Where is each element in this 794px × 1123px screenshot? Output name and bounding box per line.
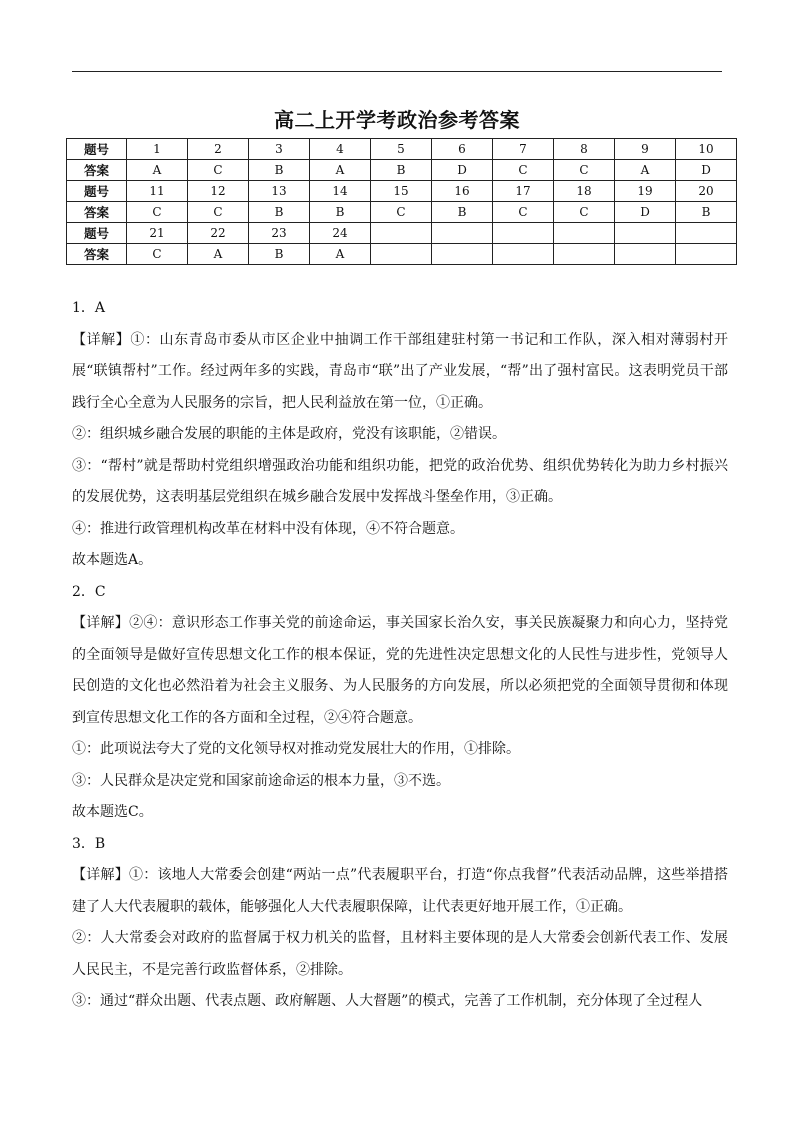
table-cell: 7 bbox=[493, 139, 554, 160]
table-cell: C bbox=[554, 202, 615, 223]
row-label: 题号 bbox=[67, 223, 127, 244]
table-cell: A bbox=[188, 244, 249, 265]
conclusion-line: 故本题选A。 bbox=[72, 552, 153, 568]
table-row bbox=[67, 244, 737, 265]
table-cell: 22 bbox=[188, 223, 249, 244]
page-title: 高二上开学考政治参考答案 bbox=[274, 108, 520, 132]
table-cell: 5 bbox=[371, 139, 432, 160]
explanation-paragraph: 【详解】①：该地人大常委会创建“两站一点”代表履职平台，打造“你点我督”代表活动品牌，这些举措搭建了人大代表履职的载体，能够强化人大代表履职保障，让代表更好地开展工作，①正确。 bbox=[72, 867, 728, 915]
table-cell: 15 bbox=[371, 181, 432, 202]
table-row bbox=[67, 139, 737, 160]
table-cell bbox=[554, 223, 615, 244]
table-cell bbox=[493, 223, 554, 244]
table-cell: D bbox=[615, 202, 676, 223]
explanation-paragraph: ①：此项说法夸大了党的文化领导权对推动党发展壮大的作用，①排除。 bbox=[72, 741, 520, 757]
question-number: 1．A bbox=[72, 300, 106, 316]
table-cell: 9 bbox=[615, 139, 676, 160]
explanation-paragraph: ③：通过“群众出题、代表点题、政府解题、人大督题”的模式，完善了工作机制，充分体现了全过程人 bbox=[72, 993, 703, 1009]
explanation-paragraph: 【详解】②④：意识形态工作事关党的前途命运，事关国家长治久安，事关民族凝聚力和向心力，坚持党的全面领导是做好宣传思想文化工作的根本保证，党的先进性决定思想文化的人民性与进步性，党领导人民创造的文化也必然沿着为社会主义服务、为人民服务的方向发展，所以必须把党的全面领导贯彻和体现到宣传思想文化工作的各方面和全过程，②④符合题意。 bbox=[72, 615, 728, 726]
row-label: 答案 bbox=[67, 202, 127, 223]
table-cell: 6 bbox=[432, 139, 493, 160]
table-cell bbox=[432, 223, 493, 244]
answer-explanations bbox=[72, 293, 728, 1018]
table-cell: C bbox=[371, 202, 432, 223]
row-label: 题号 bbox=[67, 181, 127, 202]
table-cell bbox=[615, 244, 676, 265]
table-cell: 10 bbox=[676, 139, 737, 160]
table-cell: C bbox=[188, 202, 249, 223]
table-cell: 8 bbox=[554, 139, 615, 160]
explanation-paragraph: ③：人民群众是决定党和国家前途命运的根本力量，③不选。 bbox=[72, 772, 450, 789]
table-row bbox=[67, 223, 737, 244]
table-cell: B bbox=[371, 160, 432, 181]
table-row bbox=[67, 181, 737, 202]
explanation-paragraph: 【详解】①：山东青岛市委从市区企业中抽调工作干部组建驻村第一书记和工作队，深入相对薄弱村开展“联镇帮村”工作。经过两年多的实践，青岛市“联”出了产业发展，“帮”出了强村富民。这表明党员干部践行全心全意为人民服务的宗旨，把人民利益放在第一位，①正确。 bbox=[72, 331, 728, 411]
table-cell: 3 bbox=[249, 139, 310, 160]
answer-table bbox=[66, 138, 737, 265]
table-cell bbox=[432, 244, 493, 265]
row-label: 答案 bbox=[67, 244, 127, 265]
table-cell bbox=[493, 244, 554, 265]
table-cell bbox=[371, 223, 432, 244]
table-cell: 20 bbox=[676, 181, 737, 202]
table-cell: B bbox=[676, 202, 737, 223]
explanation-paragraph: ②：组织城乡融合发展的职能的主体是政府，党没有该职能，②错误。 bbox=[72, 426, 506, 442]
table-cell: 21 bbox=[127, 223, 188, 244]
table-cell: A bbox=[127, 160, 188, 181]
table-cell: 4 bbox=[310, 139, 371, 160]
table-cell: 12 bbox=[188, 181, 249, 202]
question-number: 2．C bbox=[72, 583, 106, 600]
table-cell: 13 bbox=[249, 181, 310, 202]
table-cell: 11 bbox=[127, 181, 188, 202]
table-cell bbox=[676, 244, 737, 265]
table-cell: 1 bbox=[127, 139, 188, 160]
explanation-paragraph: ②：人大常委会对政府的监督属于权力机关的监督，且材料主要体现的是人大常委会创新代表工作、发展人民民主，不是完善行政监督体系，②排除。 bbox=[72, 930, 728, 978]
table-cell: D bbox=[676, 160, 737, 181]
conclusion-line: 故本题选C。 bbox=[72, 804, 153, 820]
table-cell: 14 bbox=[310, 181, 371, 202]
table-cell bbox=[554, 244, 615, 265]
table-cell bbox=[615, 223, 676, 244]
table-cell: B bbox=[310, 202, 371, 223]
table-cell: B bbox=[249, 202, 310, 223]
table-cell: 18 bbox=[554, 181, 615, 202]
table-cell: B bbox=[249, 160, 310, 181]
table-cell: 23 bbox=[249, 223, 310, 244]
table-cell: C bbox=[188, 160, 249, 181]
table-cell: D bbox=[432, 160, 493, 181]
table-cell bbox=[676, 223, 737, 244]
table-cell bbox=[371, 244, 432, 265]
table-cell: C bbox=[127, 202, 188, 223]
table-cell: C bbox=[554, 160, 615, 181]
table-cell: C bbox=[493, 202, 554, 223]
table-cell: 2 bbox=[188, 139, 249, 160]
explanation-paragraph: ④：推进行政管理机构改革在材料中没有体现，④不符合题意。 bbox=[72, 520, 464, 537]
explanation-paragraph: ③：“帮村”就是帮助村党组织增强政治功能和组织功能，把党的政治优势、组织优势转化为助力乡村振兴的发展优势，这表明基层党组织在城乡融合发展中发挥战斗堡垒作用，③正确。 bbox=[72, 457, 728, 505]
table-cell: A bbox=[310, 160, 371, 181]
table-row bbox=[67, 202, 737, 223]
table-cell: 24 bbox=[310, 223, 371, 244]
row-label: 题号 bbox=[67, 139, 127, 160]
table-cell: 19 bbox=[615, 181, 676, 202]
header-rule bbox=[72, 71, 722, 72]
table-cell: 17 bbox=[493, 181, 554, 202]
table-cell: B bbox=[249, 244, 310, 265]
question-number: 3．B bbox=[72, 835, 106, 852]
row-label: 答案 bbox=[67, 160, 127, 181]
table-row bbox=[67, 160, 737, 181]
table-cell: A bbox=[310, 244, 371, 265]
table-cell: B bbox=[432, 202, 493, 223]
table-cell: C bbox=[493, 160, 554, 181]
table-cell: 16 bbox=[432, 181, 493, 202]
table-cell: C bbox=[127, 244, 188, 265]
table-cell: A bbox=[615, 160, 676, 181]
